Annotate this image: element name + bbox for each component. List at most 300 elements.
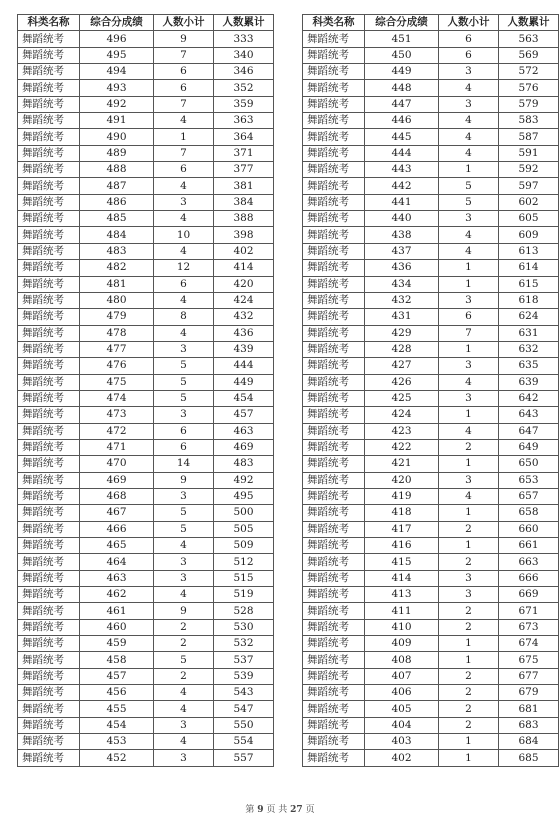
cell-score: 476 [80, 358, 154, 374]
cell-score: 426 [365, 374, 439, 390]
cell-cumulative: 647 [499, 423, 559, 439]
cell-count: 5 [154, 652, 214, 668]
cell-cumulative: 444 [214, 358, 274, 374]
cell-cumulative: 509 [214, 538, 274, 554]
table-row [18, 456, 274, 472]
cell-score: 419 [365, 488, 439, 504]
cell-count: 4 [154, 734, 214, 750]
cell-category: 舞蹈统考 [18, 162, 80, 178]
cell-category: 舞蹈统考 [18, 80, 80, 96]
cell-count: 6 [154, 439, 214, 455]
table-row [303, 717, 559, 733]
cell-score: 449 [365, 64, 439, 80]
cell-count: 1 [439, 407, 499, 423]
table-row [303, 505, 559, 521]
cell-count: 3 [154, 341, 214, 357]
cell-cumulative: 661 [499, 538, 559, 554]
cell-cumulative: 614 [499, 260, 559, 276]
header-category: 科类名称 [18, 15, 80, 31]
cell-category: 舞蹈统考 [18, 734, 80, 750]
cell-count: 3 [439, 570, 499, 586]
cell-cumulative: 658 [499, 505, 559, 521]
table-row [303, 423, 559, 439]
cell-score: 448 [365, 80, 439, 96]
cell-score: 470 [80, 456, 154, 472]
table-row [303, 456, 559, 472]
cell-score: 443 [365, 162, 439, 178]
cell-score: 447 [365, 96, 439, 112]
table-row [303, 390, 559, 406]
cell-score: 420 [365, 472, 439, 488]
cell-category: 舞蹈统考 [18, 619, 80, 635]
cell-count: 4 [439, 374, 499, 390]
cell-cumulative: 674 [499, 636, 559, 652]
cell-score: 492 [80, 96, 154, 112]
cell-score: 455 [80, 701, 154, 717]
cell-category: 舞蹈统考 [18, 603, 80, 619]
cell-score: 493 [80, 80, 154, 96]
cell-count: 2 [154, 619, 214, 635]
cell-category: 舞蹈统考 [303, 538, 365, 554]
cell-category: 舞蹈统考 [303, 701, 365, 717]
cell-cumulative: 539 [214, 668, 274, 684]
cell-category: 舞蹈统考 [303, 717, 365, 733]
cell-category: 舞蹈统考 [303, 685, 365, 701]
table-row [303, 309, 559, 325]
cell-category: 舞蹈统考 [303, 162, 365, 178]
table-row [18, 554, 274, 570]
cell-category: 舞蹈统考 [18, 47, 80, 63]
cell-cumulative: 346 [214, 64, 274, 80]
cell-count: 7 [154, 96, 214, 112]
table-body-right [303, 31, 559, 766]
cell-count: 7 [154, 145, 214, 161]
cell-count: 5 [154, 521, 214, 537]
cell-count: 4 [154, 292, 214, 308]
cell-score: 417 [365, 521, 439, 537]
cell-count: 5 [439, 178, 499, 194]
cell-category: 舞蹈统考 [303, 31, 365, 47]
table-row [303, 194, 559, 210]
cell-cumulative: 500 [214, 505, 274, 521]
cell-cumulative: 685 [499, 750, 559, 766]
cell-category: 舞蹈统考 [303, 80, 365, 96]
table-row [18, 145, 274, 161]
cell-cumulative: 439 [214, 341, 274, 357]
table-row [303, 96, 559, 112]
table-row [18, 750, 274, 766]
table-row [303, 685, 559, 701]
cell-cumulative: 563 [499, 31, 559, 47]
cell-category: 舞蹈统考 [18, 145, 80, 161]
cell-score: 414 [365, 570, 439, 586]
cell-category: 舞蹈统考 [303, 47, 365, 63]
table-row [303, 619, 559, 635]
cell-count: 4 [439, 113, 499, 129]
cell-score: 437 [365, 243, 439, 259]
cell-cumulative: 463 [214, 423, 274, 439]
table-row [18, 227, 274, 243]
cell-count: 1 [439, 162, 499, 178]
cell-score: 424 [365, 407, 439, 423]
cell-cumulative: 371 [214, 145, 274, 161]
cell-category: 舞蹈统考 [303, 178, 365, 194]
cell-category: 舞蹈统考 [18, 227, 80, 243]
cell-category: 舞蹈统考 [18, 554, 80, 570]
table-row [303, 227, 559, 243]
cell-count: 1 [439, 636, 499, 652]
cell-score: 474 [80, 390, 154, 406]
cell-count: 3 [439, 390, 499, 406]
cell-category: 舞蹈统考 [18, 407, 80, 423]
cell-cumulative: 671 [499, 603, 559, 619]
table-row [18, 129, 274, 145]
cell-category: 舞蹈统考 [18, 488, 80, 504]
cell-cumulative: 592 [499, 162, 559, 178]
footer-prefix: 第 [245, 805, 255, 815]
table-body-left [18, 31, 274, 766]
cell-score: 404 [365, 717, 439, 733]
cell-cumulative: 591 [499, 145, 559, 161]
cell-category: 舞蹈统考 [303, 341, 365, 357]
table-row [18, 243, 274, 259]
cell-cumulative: 528 [214, 603, 274, 619]
cell-cumulative: 554 [214, 734, 274, 750]
cell-score: 407 [365, 668, 439, 684]
table-row [18, 488, 274, 504]
cell-count: 3 [154, 194, 214, 210]
table-row [303, 358, 559, 374]
cell-cumulative: 505 [214, 521, 274, 537]
cell-score: 432 [365, 292, 439, 308]
cell-cumulative: 449 [214, 374, 274, 390]
cell-category: 舞蹈统考 [303, 129, 365, 145]
table-row [18, 358, 274, 374]
cell-score: 482 [80, 260, 154, 276]
cell-count: 4 [439, 227, 499, 243]
cell-category: 舞蹈统考 [303, 423, 365, 439]
table-row [18, 423, 274, 439]
cell-score: 479 [80, 309, 154, 325]
cell-count: 6 [154, 162, 214, 178]
cell-category: 舞蹈统考 [303, 211, 365, 227]
cell-score: 485 [80, 211, 154, 227]
cell-cumulative: 642 [499, 390, 559, 406]
cell-cumulative: 602 [499, 194, 559, 210]
cell-score: 469 [80, 472, 154, 488]
cell-count: 1 [439, 734, 499, 750]
footer-page-number: 9 [257, 805, 264, 815]
cell-count: 1 [439, 750, 499, 766]
cell-cumulative: 684 [499, 734, 559, 750]
cell-category: 舞蹈统考 [303, 96, 365, 112]
table-row [303, 636, 559, 652]
table-row [18, 701, 274, 717]
cell-category: 舞蹈统考 [18, 113, 80, 129]
cell-cumulative: 618 [499, 292, 559, 308]
cell-score: 411 [365, 603, 439, 619]
cell-score: 465 [80, 538, 154, 554]
cell-count: 6 [439, 47, 499, 63]
cell-category: 舞蹈统考 [18, 701, 80, 717]
cell-count: 5 [154, 505, 214, 521]
header-count: 人数小计 [154, 15, 214, 31]
cell-score: 446 [365, 113, 439, 129]
cell-cumulative: 681 [499, 701, 559, 717]
footer-suffix: 页 [305, 805, 315, 815]
cell-category: 舞蹈统考 [303, 587, 365, 603]
cell-cumulative: 576 [499, 80, 559, 96]
cell-score: 452 [80, 750, 154, 766]
cell-category: 舞蹈统考 [303, 309, 365, 325]
cell-category: 舞蹈统考 [303, 734, 365, 750]
cell-category: 舞蹈统考 [18, 64, 80, 80]
cell-cumulative: 635 [499, 358, 559, 374]
cell-category: 舞蹈统考 [18, 685, 80, 701]
cell-count: 9 [154, 603, 214, 619]
table-row [303, 31, 559, 47]
table-row [18, 64, 274, 80]
cell-score: 438 [365, 227, 439, 243]
cell-category: 舞蹈统考 [18, 194, 80, 210]
cell-count: 4 [439, 243, 499, 259]
cell-count: 9 [154, 472, 214, 488]
cell-category: 舞蹈统考 [18, 178, 80, 194]
cell-count: 1 [439, 456, 499, 472]
cell-count: 1 [439, 505, 499, 521]
cell-cumulative: 398 [214, 227, 274, 243]
cell-cumulative: 388 [214, 211, 274, 227]
cell-score: 418 [365, 505, 439, 521]
cell-category: 舞蹈统考 [18, 292, 80, 308]
cell-category: 舞蹈统考 [18, 750, 80, 766]
cell-category: 舞蹈统考 [303, 603, 365, 619]
cell-cumulative: 420 [214, 276, 274, 292]
cell-score: 473 [80, 407, 154, 423]
cell-category: 舞蹈统考 [18, 587, 80, 603]
cell-category: 舞蹈统考 [18, 374, 80, 390]
table-row [18, 194, 274, 210]
cell-cumulative: 609 [499, 227, 559, 243]
table-row [303, 162, 559, 178]
cell-category: 舞蹈统考 [303, 292, 365, 308]
cell-score: 402 [365, 750, 439, 766]
cell-score: 415 [365, 554, 439, 570]
cell-count: 10 [154, 227, 214, 243]
cell-count: 2 [439, 603, 499, 619]
cell-cumulative: 515 [214, 570, 274, 586]
cell-category: 舞蹈统考 [18, 652, 80, 668]
cell-cumulative: 653 [499, 472, 559, 488]
cell-score: 468 [80, 488, 154, 504]
cell-cumulative: 624 [499, 309, 559, 325]
cell-category: 舞蹈统考 [18, 96, 80, 112]
cell-cumulative: 631 [499, 325, 559, 341]
cell-category: 舞蹈统考 [18, 717, 80, 733]
cell-category: 舞蹈统考 [303, 439, 365, 455]
cell-cumulative: 377 [214, 162, 274, 178]
cell-score: 488 [80, 162, 154, 178]
table-row [303, 243, 559, 259]
cell-count: 2 [439, 554, 499, 570]
cell-score: 442 [365, 178, 439, 194]
cell-cumulative: 359 [214, 96, 274, 112]
cell-score: 487 [80, 178, 154, 194]
table-row [303, 554, 559, 570]
cell-cumulative: 550 [214, 717, 274, 733]
cell-score: 490 [80, 129, 154, 145]
cell-score: 431 [365, 309, 439, 325]
cell-cumulative: 683 [499, 717, 559, 733]
cell-score: 406 [365, 685, 439, 701]
score-table-right [302, 14, 559, 767]
cell-cumulative: 613 [499, 243, 559, 259]
cell-cumulative: 639 [499, 374, 559, 390]
cell-count: 5 [154, 374, 214, 390]
cell-score: 491 [80, 113, 154, 129]
cell-category: 舞蹈统考 [18, 472, 80, 488]
cell-score: 422 [365, 439, 439, 455]
cell-score: 483 [80, 243, 154, 259]
table-row [18, 390, 274, 406]
cell-category: 舞蹈统考 [18, 456, 80, 472]
cell-score: 441 [365, 194, 439, 210]
table-row [303, 260, 559, 276]
cell-category: 舞蹈统考 [303, 472, 365, 488]
cell-score: 467 [80, 505, 154, 521]
cell-count: 1 [439, 260, 499, 276]
cell-category: 舞蹈统考 [303, 636, 365, 652]
cell-count: 4 [439, 488, 499, 504]
cell-count: 3 [154, 407, 214, 423]
cell-count: 4 [154, 701, 214, 717]
table-row [303, 538, 559, 554]
cell-score: 480 [80, 292, 154, 308]
header-score: 综合分成绩 [80, 15, 154, 31]
table-row [303, 341, 559, 357]
cell-score: 464 [80, 554, 154, 570]
cell-count: 4 [154, 325, 214, 341]
cell-category: 舞蹈统考 [303, 227, 365, 243]
cell-cumulative: 615 [499, 276, 559, 292]
cell-score: 471 [80, 439, 154, 455]
cell-count: 5 [154, 390, 214, 406]
cell-category: 舞蹈统考 [18, 423, 80, 439]
cell-score: 456 [80, 685, 154, 701]
cell-category: 舞蹈统考 [303, 194, 365, 210]
cell-score: 495 [80, 47, 154, 63]
cell-count: 2 [439, 521, 499, 537]
cell-score: 466 [80, 521, 154, 537]
cell-score: 460 [80, 619, 154, 635]
cell-count: 5 [439, 194, 499, 210]
cell-score: 428 [365, 341, 439, 357]
cell-category: 舞蹈统考 [18, 521, 80, 537]
cell-category: 舞蹈统考 [18, 668, 80, 684]
table-row [18, 538, 274, 554]
header-category: 科类名称 [303, 15, 365, 31]
cell-count: 1 [439, 276, 499, 292]
table-row [18, 521, 274, 537]
cell-score: 421 [365, 456, 439, 472]
cell-category: 舞蹈统考 [303, 358, 365, 374]
cell-cumulative: 363 [214, 113, 274, 129]
cell-count: 1 [439, 341, 499, 357]
cell-category: 舞蹈统考 [18, 358, 80, 374]
cell-cumulative: 597 [499, 178, 559, 194]
cell-score: 403 [365, 734, 439, 750]
cell-cumulative: 532 [214, 636, 274, 652]
cell-score: 451 [365, 31, 439, 47]
footer-total-pages: 27 [290, 805, 303, 815]
table-row [18, 292, 274, 308]
cell-cumulative: 547 [214, 701, 274, 717]
table-row [303, 64, 559, 80]
page-footer [0, 802, 560, 815]
cell-cumulative: 543 [214, 685, 274, 701]
cell-count: 6 [439, 31, 499, 47]
cell-cumulative: 650 [499, 456, 559, 472]
cell-score: 444 [365, 145, 439, 161]
cell-score: 475 [80, 374, 154, 390]
cell-count: 2 [154, 636, 214, 652]
table-row [303, 521, 559, 537]
cell-cumulative: 675 [499, 652, 559, 668]
cell-score: 410 [365, 619, 439, 635]
cell-score: 429 [365, 325, 439, 341]
cell-count: 6 [154, 423, 214, 439]
cell-category: 舞蹈统考 [303, 113, 365, 129]
cell-cumulative: 605 [499, 211, 559, 227]
table-row [18, 652, 274, 668]
cell-cumulative: 657 [499, 488, 559, 504]
table-row [303, 211, 559, 227]
table-row [303, 472, 559, 488]
cell-cumulative: 663 [499, 554, 559, 570]
cell-score: 494 [80, 64, 154, 80]
cell-cumulative: 583 [499, 113, 559, 129]
cell-count: 4 [439, 145, 499, 161]
cell-category: 舞蹈统考 [303, 456, 365, 472]
cell-score: 408 [365, 652, 439, 668]
table-row [18, 439, 274, 455]
cell-count: 4 [439, 129, 499, 145]
cell-category: 舞蹈统考 [18, 260, 80, 276]
cell-cumulative: 483 [214, 456, 274, 472]
table-header-row [18, 15, 274, 31]
cell-score: 453 [80, 734, 154, 750]
table-row [18, 472, 274, 488]
cell-category: 舞蹈统考 [18, 570, 80, 586]
cell-category: 舞蹈统考 [303, 570, 365, 586]
header-cumulative: 人数累计 [214, 15, 274, 31]
cell-cumulative: 424 [214, 292, 274, 308]
table-row [303, 374, 559, 390]
cell-category: 舞蹈统考 [303, 521, 365, 537]
cell-count: 2 [439, 701, 499, 717]
cell-category: 舞蹈统考 [18, 325, 80, 341]
cell-cumulative: 436 [214, 325, 274, 341]
table-row [18, 96, 274, 112]
cell-score: 459 [80, 636, 154, 652]
header-cumulative: 人数累计 [499, 15, 559, 31]
table-row [303, 47, 559, 63]
cell-cumulative: 340 [214, 47, 274, 63]
header-score: 综合分成绩 [365, 15, 439, 31]
footer-middle: 页 共 [266, 805, 288, 815]
cell-count: 3 [439, 292, 499, 308]
cell-count: 6 [154, 64, 214, 80]
